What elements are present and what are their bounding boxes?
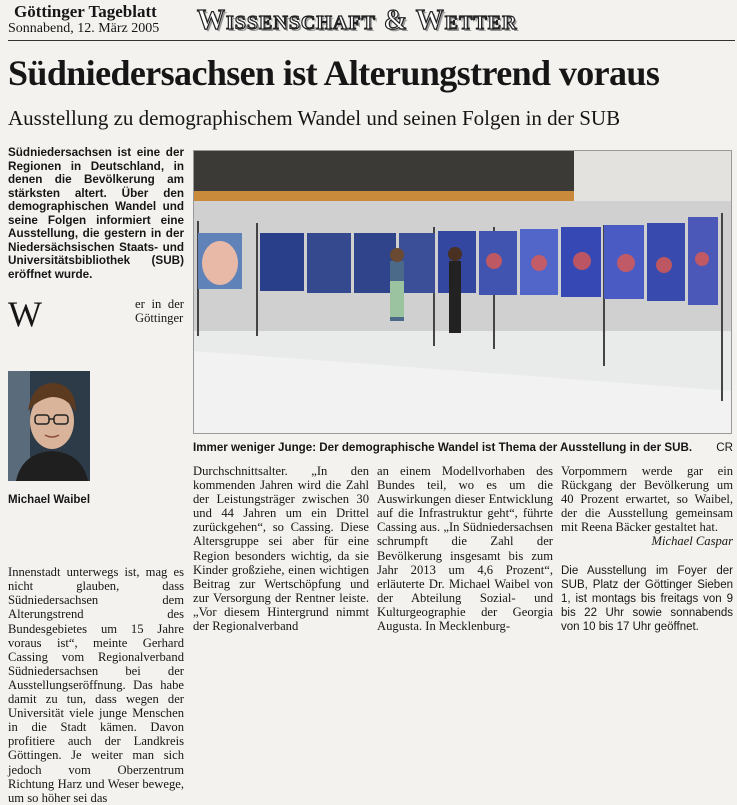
photo-credit: CR (716, 441, 733, 454)
photo-caption (193, 441, 733, 454)
lead-paragraph: Südniedersachsen ist eine der Regionen in Deutschland, in denen die Bevölkerung am stärksten altert. Über den demographischen Wandel und seine Folgen informiert eine Ausstellung, die gestern in der Niedersächsischen Staats- und Universitätsbibliothek (SUB) eröffnet wurde. (8, 146, 184, 281)
body-text-1: er in der Göttinger Innenstadt unterwegs ist, mag es nicht glauben, dass Südniedersachsen dem Alterungstrend des Bundesgebietes um 15 Jahre voraus ist“, meinte Gerhard Cassing vom Regionalverband Südniedersachsen bei der Ausstellungseröffnung. Das habe damit zu tun, dass wegen der Universität viele junge Menschen in die Stadt kämen. Davon profitiere auch der Landkreis Göttingen. Je weiter man sich jedoch vom Oberzentrum Richtung Harz und Weser bewege, um so höher sei das (8, 297, 184, 805)
headline: Südniedersachsen ist Alterungstrend voraus (8, 53, 660, 93)
section-title: Wissenschaft & Wetter (197, 5, 518, 36)
masthead-rule (8, 40, 735, 41)
body-text-4: Vorpommern werde gar ein Rückgang der Bevölkerung um 40 Prozent erwartet, so Waibel, der die Ausstellung gemeinsam mit Reena Bäcker gestaltet hat. (561, 464, 733, 535)
info-box: Die Ausstellung im Foyer der SUB, Platz der Göttinger Sieben 1, ist montags bis freitags von 9 bis 22 Uhr sowie sonnabends von 10 bis 17 Uhr geöffnet. (561, 565, 733, 633)
photo-caption-text: Immer weniger Junge: Der demographische Wandel ist Thema der Ausstellung in der SUB. (193, 441, 693, 454)
portrait-caption: Michael Waibel (8, 494, 91, 506)
drop-cap: W (8, 294, 42, 334)
subheadline: Ausstellung zu demographischem Wandel und seinen Folgen in der SUB (8, 106, 621, 130)
author-byline: Michael Caspar (651, 534, 733, 549)
portrait-photo (8, 371, 90, 481)
body-column-4 (561, 464, 733, 549)
body-column-2: Durchschnittsalter. „In den kommenden Jahren wird die Zahl der Leistungsträger zwischen 30 und 44 Jahren um ein Drittel zurückgehen“, so Cassing. Diese Altersgruppe sei aber für eine Region besonders wichtig, da sie Kinder großziehe, einen wichtigen Beitrag zur Wertschöpfung und zur Versorgung der Rentner leiste. „Vor diesem Hintergrund nimmt der Regionalverband (193, 464, 369, 634)
newspaper-name: Göttinger Tageblatt (14, 2, 157, 21)
exhibition-photo (193, 150, 732, 434)
issue-date: Sonnabend, 12. März 2005 (8, 21, 160, 36)
body-column-3: an einem Modellvorhaben des Bundes teil, wo es um die Auswirkungen dieser Entwicklung auf die Infrastruktur geht“, führte Cassing aus. „In Südniedersachsen schrumpft die Zahl der Bevölkerung insgesamt bis zum Jahr 2013 um 4,6 Prozent“, erläuterte Dr. Michael Waibel von der Abteilung Sozial- und Kulturgeographie der Georgia Augusta. In Mecklenburg- (377, 464, 553, 634)
